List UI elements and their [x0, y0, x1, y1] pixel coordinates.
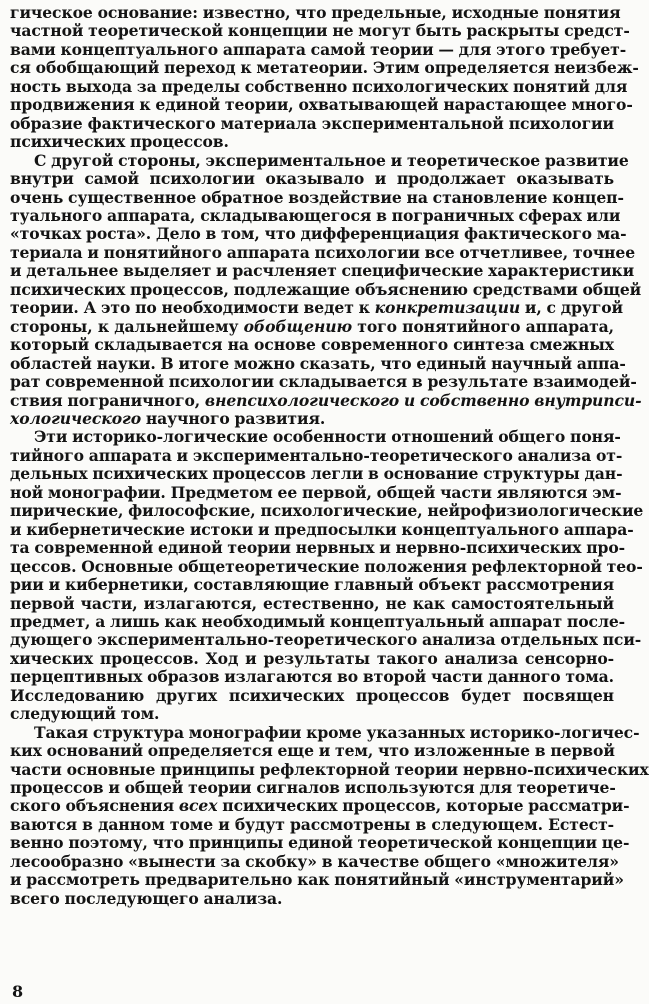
text-line: Эти историко-логические особенности отношений общего поня- [34, 427, 621, 447]
text-line: Исследованию других психических процессов будет посвящен [10, 685, 614, 705]
text-line: Такая структура монографии кроме указанных историко-логичес- [34, 722, 640, 742]
text-line: психических процессов, подлежащие объяснению средствами общей [10, 279, 642, 299]
text-line: областей науки. В итоге можно сказать, что единый научный аппа- [10, 353, 626, 373]
text-line: перцептивных образов излагаются во второй части данного тома. [10, 667, 614, 687]
text-line: та современной единой теории нервных и нервно-психических про- [10, 538, 625, 558]
text-line: очень существенное обратное воздействие на становление концеп- [10, 187, 624, 207]
text-line: ких оснований определяется еще и тем, что изложенные в первой [10, 741, 615, 761]
text-line: предмет, а лишь как необходимый концептуальный аппарат после- [10, 611, 626, 631]
text-line: и кибернетические истоки и предпосылки концептуального аппара- [10, 519, 634, 539]
text-line: ствия пограничного, внепсихологического и собственно внутрипси- [10, 390, 642, 410]
text-line: и детальнее выделяет и расчленяет специфические характеристики [10, 261, 635, 281]
text-line: дующего экспериментально-теоретического анализа отдельных пси- [10, 630, 642, 650]
text-line: психических процессов. [10, 132, 229, 152]
text-line: частной теоретической концепции не могут быть раскрыты средст- [10, 21, 630, 41]
paragraph-p2 [10, 150, 642, 429]
text-line: ваются в данном томе и будут рассмотрены в следующем. Естест- [10, 814, 614, 834]
paragraph-p3 [10, 427, 644, 724]
text-line: рат современной психологии складывается в результате взаимодей- [10, 372, 637, 392]
text-line: цессов. Основные общетеоретические положения рефлекторной тео- [10, 556, 643, 576]
text-line: продвижения к единой теории, охватывающей нарастающее много- [10, 95, 633, 115]
text-line: ского объяснения всех психических процессов, которые рассматри- [10, 796, 630, 816]
text-line: вами концептуального аппарата самой теории — для этого требует- [10, 39, 627, 59]
text-line: тийного аппарата и экспериментально-теоретического анализа от- [10, 445, 623, 465]
text-line: ся обобщающий переход к метатеории. Этим определяется неизбеж- [10, 58, 639, 78]
text-line: стороны, к дальнейшему обобщению того понятийного аппарата, [10, 316, 614, 336]
text-line: внутри самой психологии оказывало и продолжает оказывать [10, 169, 614, 189]
text-line: венно поэтому, что принципы единой теоретической концепции це- [10, 833, 630, 853]
text-line: гическое основание: известно, что предельные, исходные понятия [10, 3, 621, 22]
text-line: пирические, философские, психологические, нейрофизиологические [10, 501, 644, 521]
page-number: 8 [12, 982, 24, 1001]
text-line: хических процессов. Ход и результаты такого анализа сенсорно- [10, 648, 614, 668]
text-line: части основные принципы рефлекторной теории нервно-психических [10, 759, 649, 779]
paragraph-p1 [10, 3, 639, 152]
text-line: всего последующего анализа. [10, 888, 283, 908]
text-line: теории. А это по необходимости ведет к конкретизации и, с другой [10, 298, 623, 318]
text-line: ной монографии. Предметом ее первой, общей части являются эм- [10, 482, 622, 502]
text-line: рии и кибернетики, составляющие главный объект рассмотрения [10, 575, 614, 595]
page [10, 3, 649, 1001]
text-line: который складывается на основе современного синтеза смежных [10, 335, 614, 355]
text-body [10, 3, 649, 908]
text-line: лесообразно «вынести за скобку» в качестве общего «множителя» [10, 851, 619, 871]
text-line: образие фактического материала экспериментальной психологии [10, 113, 614, 133]
text-line: следующий том. [10, 704, 160, 724]
text-line: туального аппарата, складывающегося в пограничных сферах или [10, 205, 621, 225]
text-line: С другой стороны, экспериментальное и теоретическое развитие [34, 150, 629, 170]
text-line: хологического научного развития. [10, 408, 326, 428]
text-line: процессов и общей теории сигналов используются для теоретиче- [10, 778, 616, 798]
text-line: териала и понятийного аппарата психологии все отчетливее, точнее [10, 242, 636, 262]
text-line: дельных психических процессов легли в основание структуры дан- [10, 464, 623, 484]
paragraph-p4 [10, 722, 649, 909]
text-line: первой части, излагаются, естественно, не как самостоятельный [10, 593, 614, 613]
text-line: и рассмотреть предварительно как понятийный «инструментарий» [10, 870, 624, 890]
text-line: ность выхода за пределы собственно психологических понятий для [10, 76, 628, 96]
text-line: «точках роста». Дело в том, что дифференциация фактического ма- [10, 224, 627, 244]
